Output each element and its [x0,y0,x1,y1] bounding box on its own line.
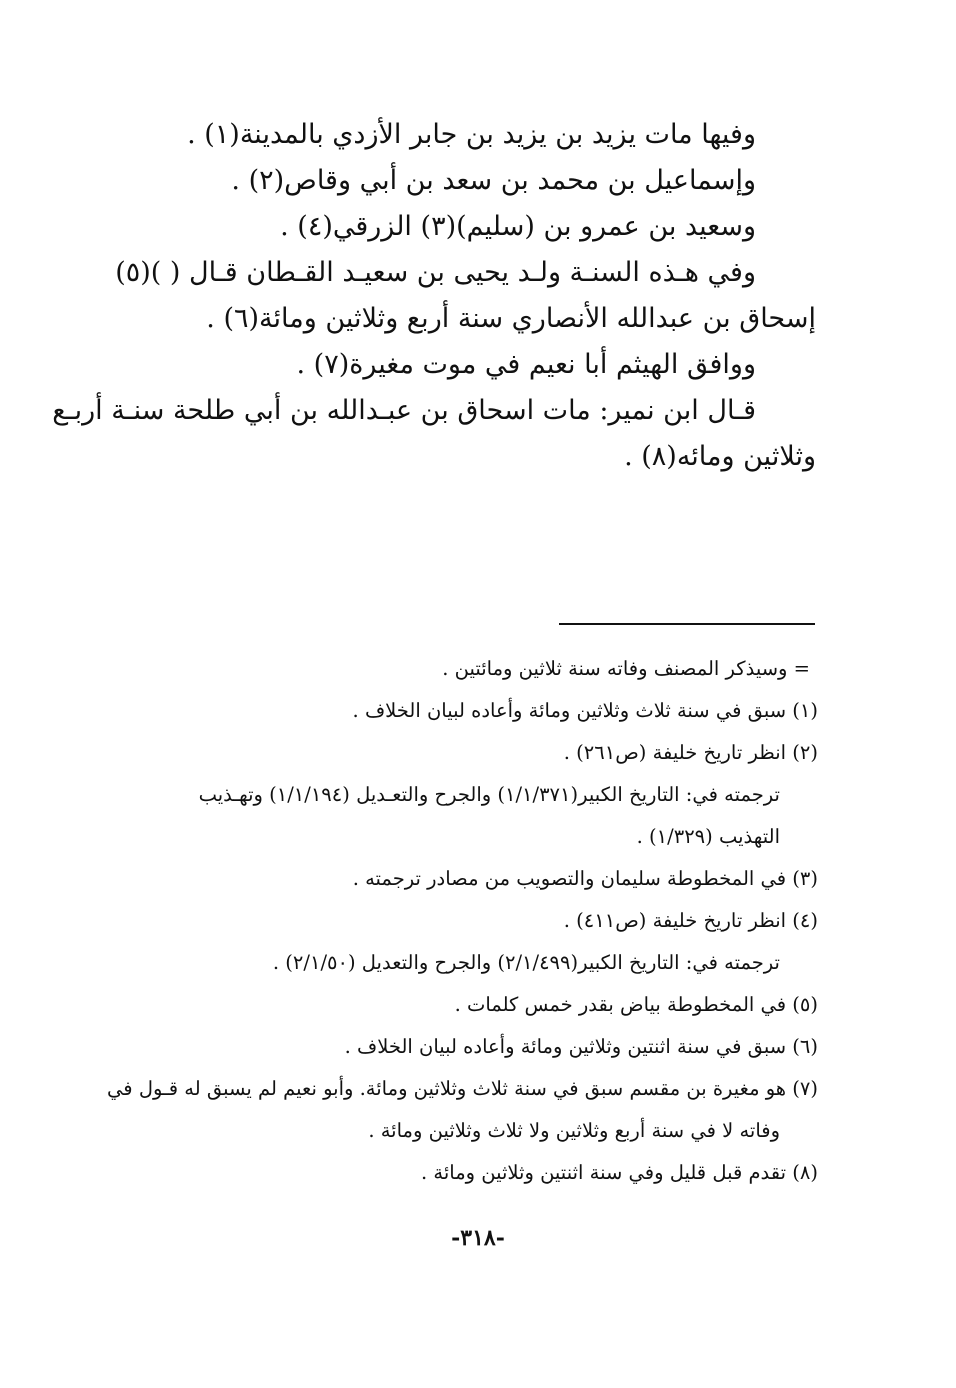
text-line: وفيها مات يزيد بن يزيد بن جابر الأزدي بالمدينة(١) . [187,119,756,150]
text-line: وإسماعيل بن محمد بن سعد بن أبي وقاص(٢) . [231,165,756,196]
footnote-line: وفاته لا في سنة أربع وثلاثين ولا ثلاث وثلاثين ومائة . [368,1119,780,1142]
footnotes [107,648,818,1194]
text-line: وثلاثين ومائه(٨) . [624,441,816,472]
text-line: إسحاق بن عبدالله الأنصاري سنة أربع وثلاثين ومائة(٦) . [206,303,816,334]
footnote-line: ترجمته في: التاريخ الكبير(١/١/٣٧١) والجرح والتعـديل (١/١/١٩٤) وتهـذيب [198,783,780,806]
footnote-line: (٨) تقدم قبل قليل وفي سنة اثنتين وثلاثين ومائة . [420,1161,818,1184]
footnote-line: (٣) في المخطوطة سليمان والتصويب من مصادر ترجمته . [352,867,818,890]
footnote-line: (٧) هو مغيرة بن مقسم سبق في سنة ثلاث وثلاثين ومائة. وأبو نعيم لم يسبق له قـول في [107,1077,818,1100]
footnote-line: (٦) سبق في سنة اثنتين وثلاثين ومائة وأعاده لبيان الخلاف . [344,1035,818,1058]
text-line: ووافق الهيثم أبا نعيم في موت مغيرة(٧) . [296,349,756,380]
footnote-line: (٥) في المخطوطة بياض بقدر خمس كلمات . [454,993,818,1016]
text-line: وسعيد بن عمرو بن (سليم)(٣) الزرقي(٤) . [280,211,756,242]
page-number: -٣١٨- [451,1225,505,1251]
footnote-line: (٢) انظر تاريخ خليفة (ص٢٦١) . [563,741,818,764]
main-text [52,112,816,480]
text-line: قـال ابن نمير: مات اسحاق بن عبـدالله بن أبي طلحة سنـة أربـع [52,395,756,426]
footnote-line: = وسيذكر المصنف وفاته سنة ثلاثين ومائتين . [442,657,810,680]
footnote-line: (٤) انظر تاريخ خليفة (ص٤١١) . [563,909,818,932]
footnote-line: التهذيب (١/٣٢٩) . [636,825,780,848]
footnote-separator [559,623,815,625]
footnote-line: ترجمته في: التاريخ الكبير(٢/١/٤٩٩) والجرح والتعديل (٢/١/٥٠) . [272,951,780,974]
text-line: وفي هـذه السنـة ولـد يحيى بن سعيـد القـطان قـال ( )(٥) [115,257,756,288]
footnote-line: (١) سبق في سنة ثلاث وثلاثين ومائة وأعاده لبيان الخلاف . [352,699,818,722]
